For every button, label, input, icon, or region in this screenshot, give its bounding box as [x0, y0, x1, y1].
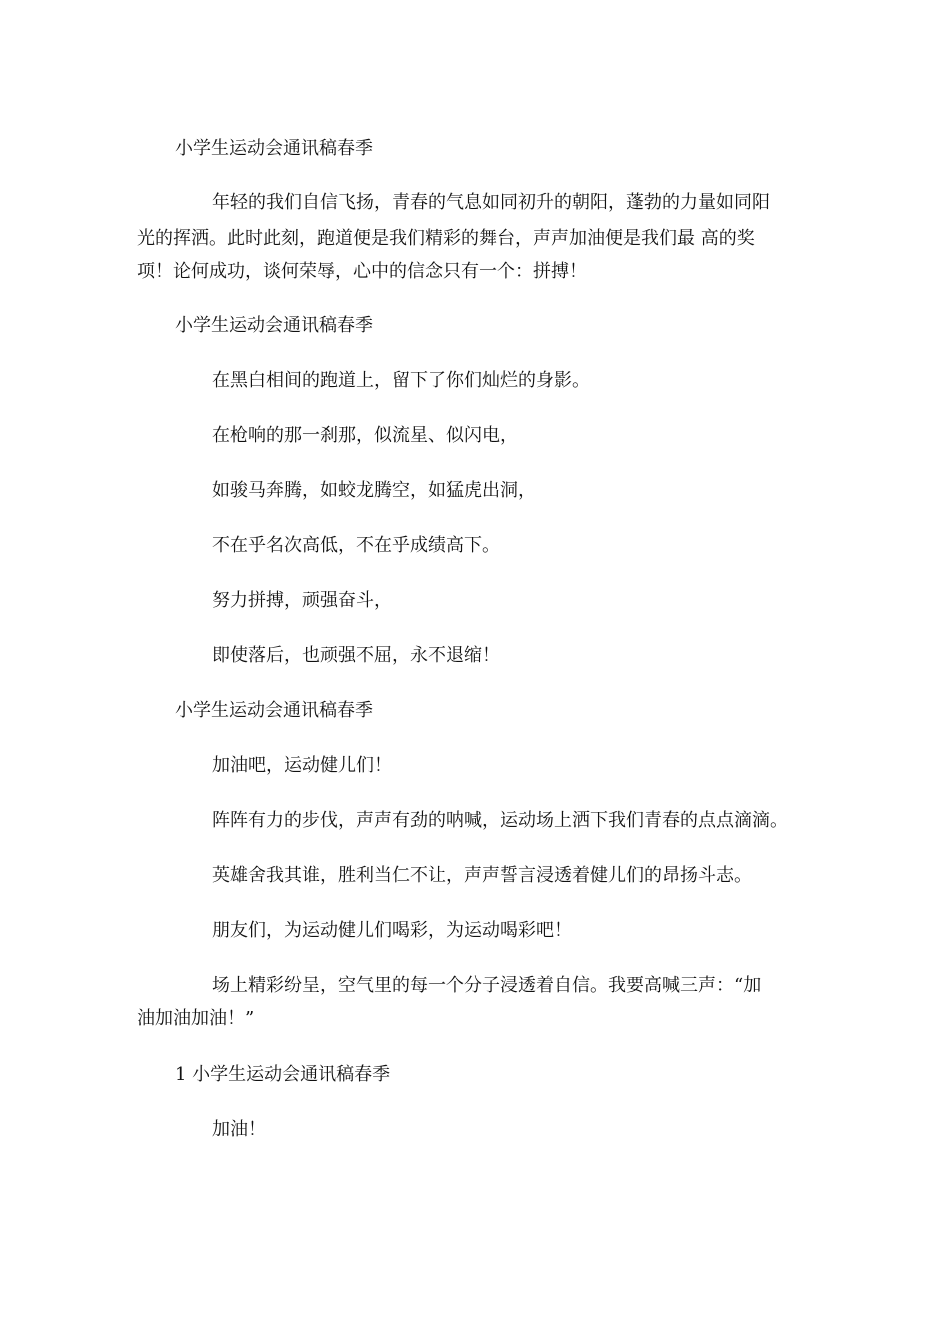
paragraph-line: 场上精彩纷呈，空气里的每一个分子浸透着自信。我要高喊三声：“加 — [212, 975, 762, 996]
paragraph-line: 油加油加油！” — [137, 1008, 255, 1029]
paragraph-line: 不在乎名次高低，不在乎成绩高下。 — [212, 535, 500, 556]
paragraph-line: 年轻的我们自信飞扬，青春的气息如同初升的朝阳，蓬勃的力量如同阳 — [212, 192, 770, 213]
paragraph-line: 阵阵有力的步伐，声声有劲的呐喊，运动场上洒下我们青春的点点滴滴。 — [212, 810, 788, 831]
section-heading: 小学生运动会通讯稿春季 — [175, 138, 373, 159]
paragraph-line: 如骏马奔腾，如蛟龙腾空，如猛虎出洞， — [212, 480, 536, 501]
section-heading: 1 小学生运动会通讯稿春季 — [175, 1064, 391, 1085]
paragraph-line: 英雄舍我其谁，胜利当仁不让，声声誓言浸透着健儿们的昂扬斗志。 — [212, 865, 752, 886]
paragraph-line: 在黑白相间的跑道上，留下了你们灿烂的身影。 — [212, 370, 590, 391]
paragraph-line: 即使落后，也顽强不屈，永不退缩！ — [212, 645, 500, 666]
paragraph-line: 朋友们，为运动健儿们喝彩，为运动喝彩吧！ — [212, 920, 572, 941]
paragraph-line: 在枪响的那一刹那，似流星、似闪电， — [212, 425, 518, 446]
paragraph-line: 光的挥洒。此时此刻，跑道便是我们精彩的舞台，声声加油便是我们最 高的奖 — [137, 228, 755, 249]
section-heading: 小学生运动会通讯稿春季 — [175, 700, 373, 721]
paragraph-line: 努力拼搏，顽强奋斗， — [212, 590, 392, 611]
section-heading: 小学生运动会通讯稿春季 — [175, 315, 373, 336]
paragraph-line: 加油吧，运动健儿们！ — [212, 755, 392, 776]
paragraph-line: 加油！ — [212, 1119, 266, 1140]
paragraph-line: 项！论何成功，谈何荣辱，心中的信念只有一个：拼搏！ — [137, 261, 587, 282]
